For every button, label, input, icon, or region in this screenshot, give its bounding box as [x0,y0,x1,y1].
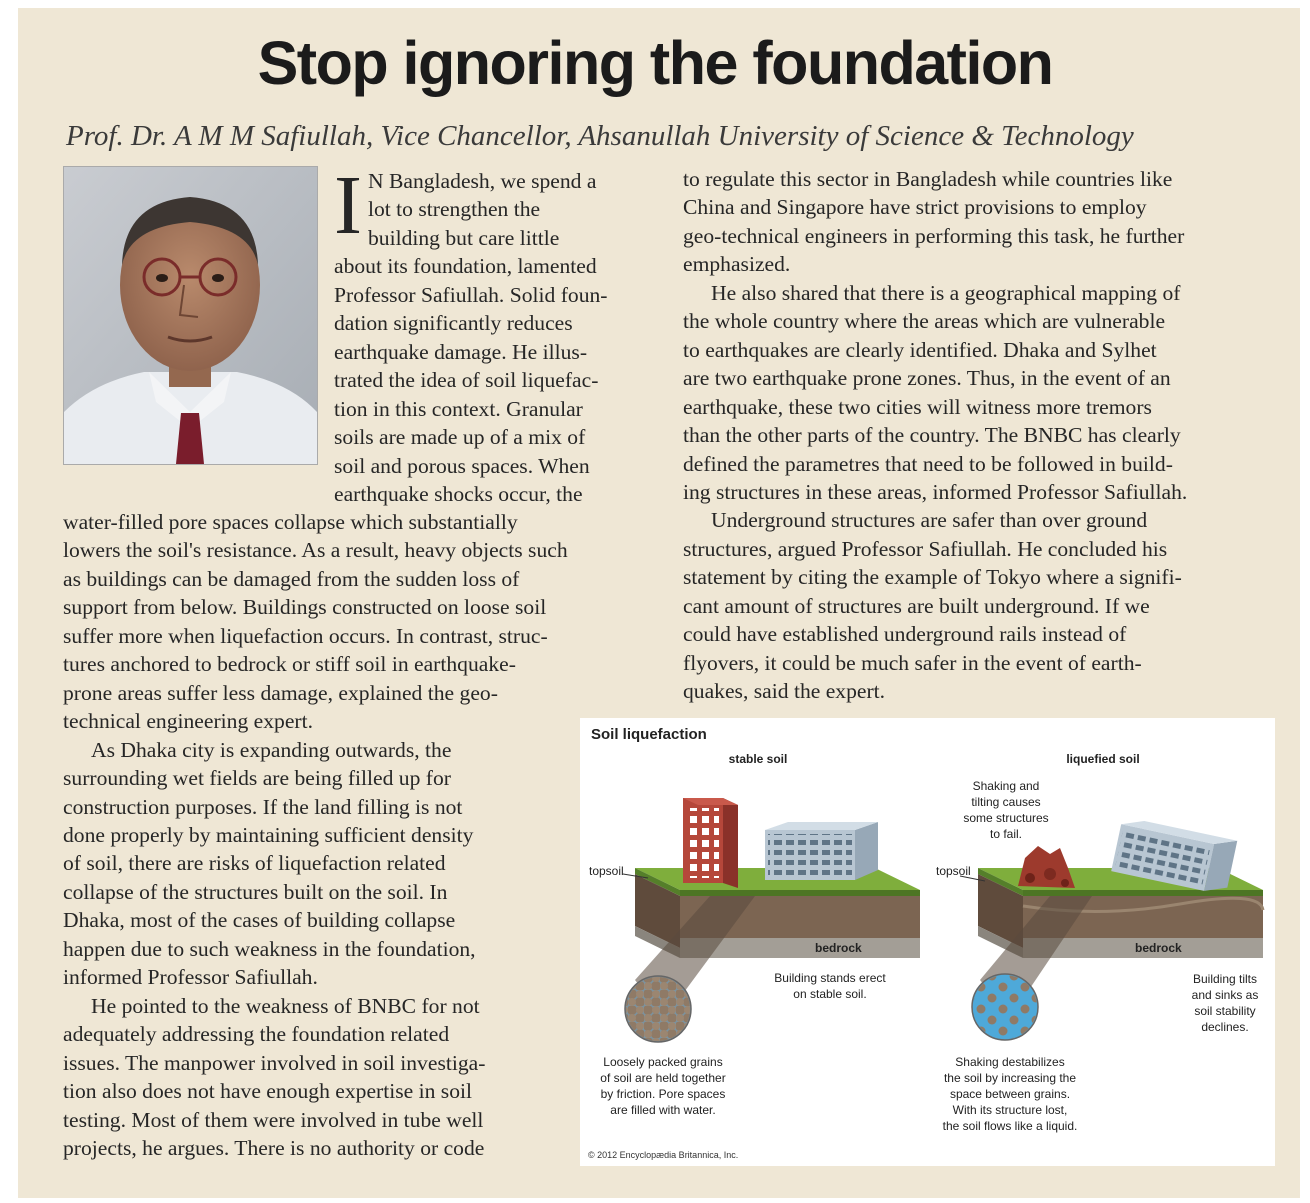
intro-line: Professor Safiullah. Solid foun- [334,282,608,307]
right-line: flyovers, it could be much safer in the event of earth- [683,650,1142,675]
right-line: to earthquakes are clearly identified. Dhaka and Sylhet [683,337,1157,362]
brick-building [683,798,738,888]
intro-line: lot to strengthen the [367,197,541,222]
right-line: Underground structures are safer than over ground [711,508,1148,533]
author-photo [63,166,318,465]
left-line: As Dhaka city is expanding outwards, the [91,737,452,762]
intro-line: N Bangladesh, we spend a [367,169,597,193]
topsoil-label-right: topsoil [936,864,971,878]
right-line: He also shared that there is a geographical mapping of [711,280,1181,305]
intro-line: earthquake shocks occur, the [334,481,583,506]
svg-text:to fail.: to fail. [989,827,1023,841]
liquefied-soil-label: liquefied soil [1066,752,1140,766]
left-line: informed Professor Safiullah. [63,965,318,990]
svg-text:are filled with water.: are filled with water. [610,1103,716,1117]
left-line: collapse of the structures built on the soil. In [63,879,448,904]
author-byline: Prof. Dr. A M M Safiullah, Vice Chancellor, Ahsanullah University of Science & Technology [66,120,1134,152]
left-line: tures anchored to bedrock or stiff soil in earthquake- [63,652,516,677]
right-line: cant amount of structures are built underground. If we [683,593,1150,618]
drop-cap: I [334,159,362,252]
left-line: lowers the soil's resistance. As a result, heavy objects such [63,538,568,563]
liquefied-grains-circle [972,974,1038,1040]
article-intro [334,159,656,508]
left-line: suffer more when liquefaction occurs. In contrast, struc- [63,623,548,648]
left-line: He pointed to the weakness of BNBC for not [91,993,480,1018]
bedrock-label-right: bedrock [1135,941,1182,955]
article-left-column [63,508,658,1162]
right-line: statement by citing the example of Tokyo where a signifi- [683,565,1182,590]
diagram-credit: © 2012 Encyclopædia Britannica, Inc. [588,1150,739,1160]
svg-text:space between grains.: space between grains. [949,1087,1071,1101]
left-line: adequately addressing the foundation related [63,1022,450,1047]
topsoil-label-left: topsoil [589,864,624,878]
right-line: could have established underground rails instead of [683,622,1127,647]
note-stands [774,971,886,1001]
soil-liquefaction-diagram [580,718,1275,1166]
bedrock-label-left: bedrock [815,941,862,955]
right-line: the whole country where the areas which are vulnerable [683,309,1166,334]
svg-text:declines.: declines. [1201,1020,1249,1034]
right-line: defined the parametres that need to be followed in build- [683,451,1173,476]
intro-line: tion in this context. Granular [334,396,583,421]
left-line: of soil, there are risks of liquefaction related [63,851,446,876]
svg-text:by friction. Pore spaces: by friction. Pore spaces [600,1087,726,1101]
stable-soil-label: stable soil [728,752,788,766]
left-line: projects, he argues. There is no authority or code [63,1135,485,1160]
svg-text:the soil by increasing the: the soil by increasing the [943,1071,1077,1085]
svg-text:Shaking destabilizes: Shaking destabilizes [955,1055,1065,1069]
svg-text:and sinks as: and sinks as [1191,988,1259,1002]
left-line: issues. The manpower involved in soil investiga- [63,1050,486,1075]
right-line: earthquake, these two cities will witness more tremors [683,394,1152,419]
left-line: water-filled pore spaces collapse which substantially [63,510,518,534]
left-line: surrounding wet fields are being filled up for [63,766,451,791]
right-line: China and Singapore have strict provisions to employ [683,195,1147,220]
svg-text:the soil flows like a liquid.: the soil flows like a liquid. [942,1119,1078,1133]
intro-line: building but care little [367,225,560,250]
left-line: technical engineering expert. [63,709,314,734]
svg-text:on stable soil.: on stable soil. [793,987,867,1001]
article-right-column [683,165,1278,706]
note-shaking [963,779,1048,841]
left-line: support from below. Buildings constructed on loose soil [63,595,547,620]
diagram-title: Soil liquefaction [591,726,707,743]
intro-line: trated the idea of soil liquefac- [334,368,599,393]
right-line: structures, argued Professor Safiullah. He concluded his [683,536,1168,561]
intro-line: about its foundation, lamented [334,254,597,279]
svg-text:tilting causes: tilting causes [971,795,1041,809]
right-line: geo-technical engineers in performing this task, he further [683,223,1185,248]
right-line: are two earthquake prone zones. Thus, in the event of an [683,366,1171,391]
intro-line: soils are made up of a mix of [334,425,586,450]
svg-text:Shaking and: Shaking and [972,779,1040,793]
left-line: Dhaka, most of the cases of building collapse [63,908,456,933]
right-line: quakes, said the expert. [683,679,886,704]
left-line: tion also does not have enough expertise in soil [63,1079,473,1104]
right-line: than the other parts of the country. The BNBC has clearly [683,423,1181,448]
intro-line: earthquake damage. He illus- [334,339,588,364]
note-loose-grains [600,1055,725,1117]
svg-text:Building stands erect: Building stands erect [774,971,886,985]
svg-text:of soil are held together: of soil are held together [600,1071,726,1085]
svg-text:some structures: some structures [963,811,1049,825]
intro-line: soil and porous spaces. When [334,453,590,478]
left-line: as buildings can be damaged from the sudden loss of [63,566,520,591]
glass-building [765,822,878,880]
svg-text:Building tilts: Building tilts [1192,972,1258,986]
right-line: ing structures in these areas, informed Professor Safiullah. [683,479,1188,504]
left-line: prone areas suffer less damage, explained the geo- [63,680,498,705]
collapsed-building [1018,846,1075,888]
left-line: construction purposes. If the land filling is not [63,794,463,819]
right-line: emphasized. [683,252,791,277]
svg-text:With its structure lost,: With its structure lost, [952,1103,1068,1117]
stable-soil-block [589,864,920,958]
stable-grains-circle [625,976,691,1042]
article-title: Stop ignoring the foundation [257,29,1053,97]
note-destabilizes [943,1055,1078,1133]
intro-line: dation significantly reduces [334,311,573,336]
note-tilts [1192,972,1259,1034]
svg-text:soil stability: soil stability [1194,1004,1256,1018]
right-line: to regulate this sector in Bangladesh while countries like [683,167,1173,191]
left-line: testing. Most of them were involved in tube well [63,1107,484,1132]
left-line: happen due to such weakness in the foundation, [63,936,476,961]
left-line: done properly by maintaining sufficient density [63,822,474,847]
svg-text:Loosely packed grains: Loosely packed grains [603,1055,723,1069]
